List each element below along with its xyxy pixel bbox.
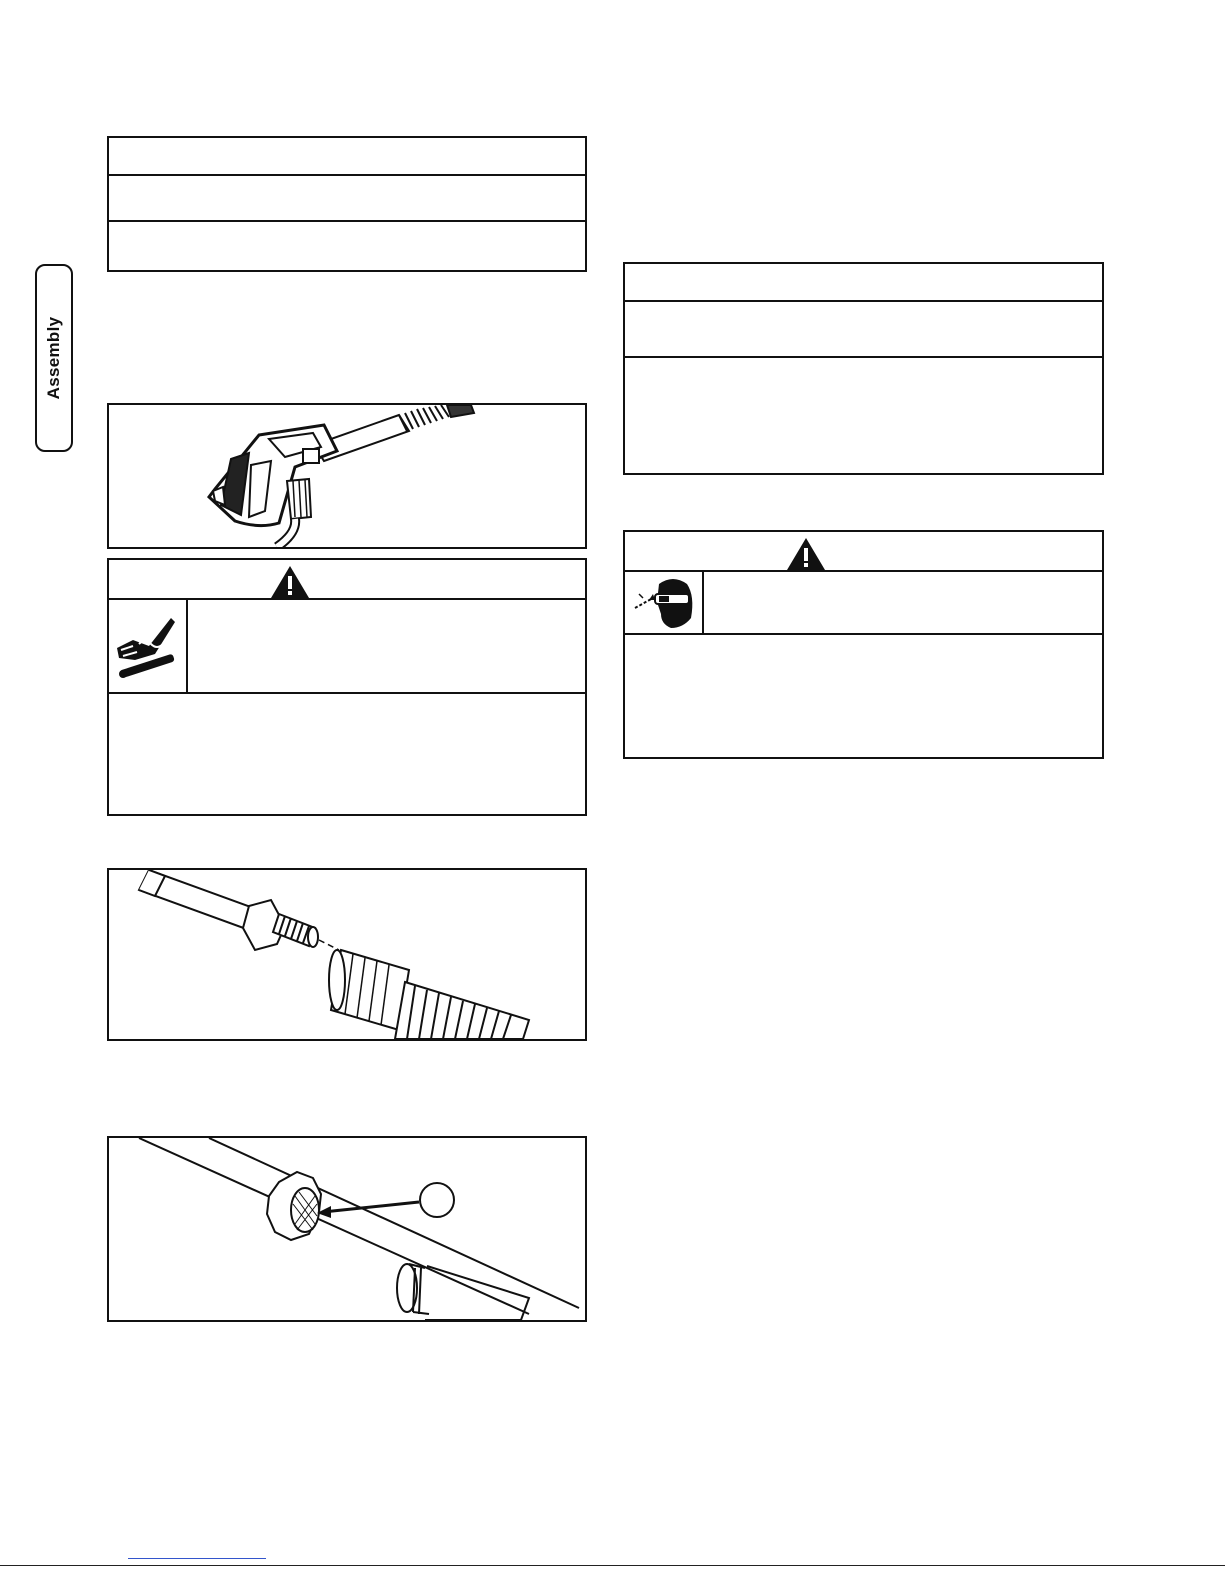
page-footer-rule bbox=[0, 1565, 1225, 1566]
figure-hose-inlet bbox=[107, 1136, 587, 1322]
left-info-table bbox=[107, 136, 587, 272]
spray-gun-with-hose-illustration bbox=[109, 405, 585, 547]
table-row-divider bbox=[625, 633, 1102, 635]
table-row-divider bbox=[109, 692, 585, 694]
hazard-icon-cell bbox=[109, 600, 188, 692]
section-tab-label: Assembly bbox=[44, 316, 63, 400]
high-pressure-injection-hazard-icon bbox=[109, 600, 186, 692]
garden-hose-inlet-screen-illustration bbox=[109, 1138, 585, 1320]
table-row-divider bbox=[109, 174, 585, 176]
warning-box-eye-protection bbox=[623, 530, 1104, 759]
warning-triangle-icon bbox=[269, 564, 311, 600]
table-row-divider bbox=[625, 356, 1102, 358]
right-info-table bbox=[623, 262, 1104, 475]
warning-header bbox=[625, 532, 1102, 570]
warning-box-injection bbox=[107, 558, 587, 816]
hazard-icon-cell bbox=[625, 572, 704, 633]
warning-triangle-icon bbox=[785, 536, 827, 572]
eye-protection-goggles-icon bbox=[625, 572, 702, 633]
table-row-divider bbox=[625, 300, 1102, 302]
table-row-divider bbox=[109, 220, 585, 222]
high-pressure-hose-to-gun-connection-illustration bbox=[109, 870, 585, 1039]
warning-header bbox=[109, 560, 585, 598]
figure-hose-connection bbox=[107, 868, 587, 1041]
footer-link-underline bbox=[128, 1558, 266, 1559]
figure-spray-gun bbox=[107, 403, 587, 549]
section-tab-assembly bbox=[35, 264, 73, 452]
